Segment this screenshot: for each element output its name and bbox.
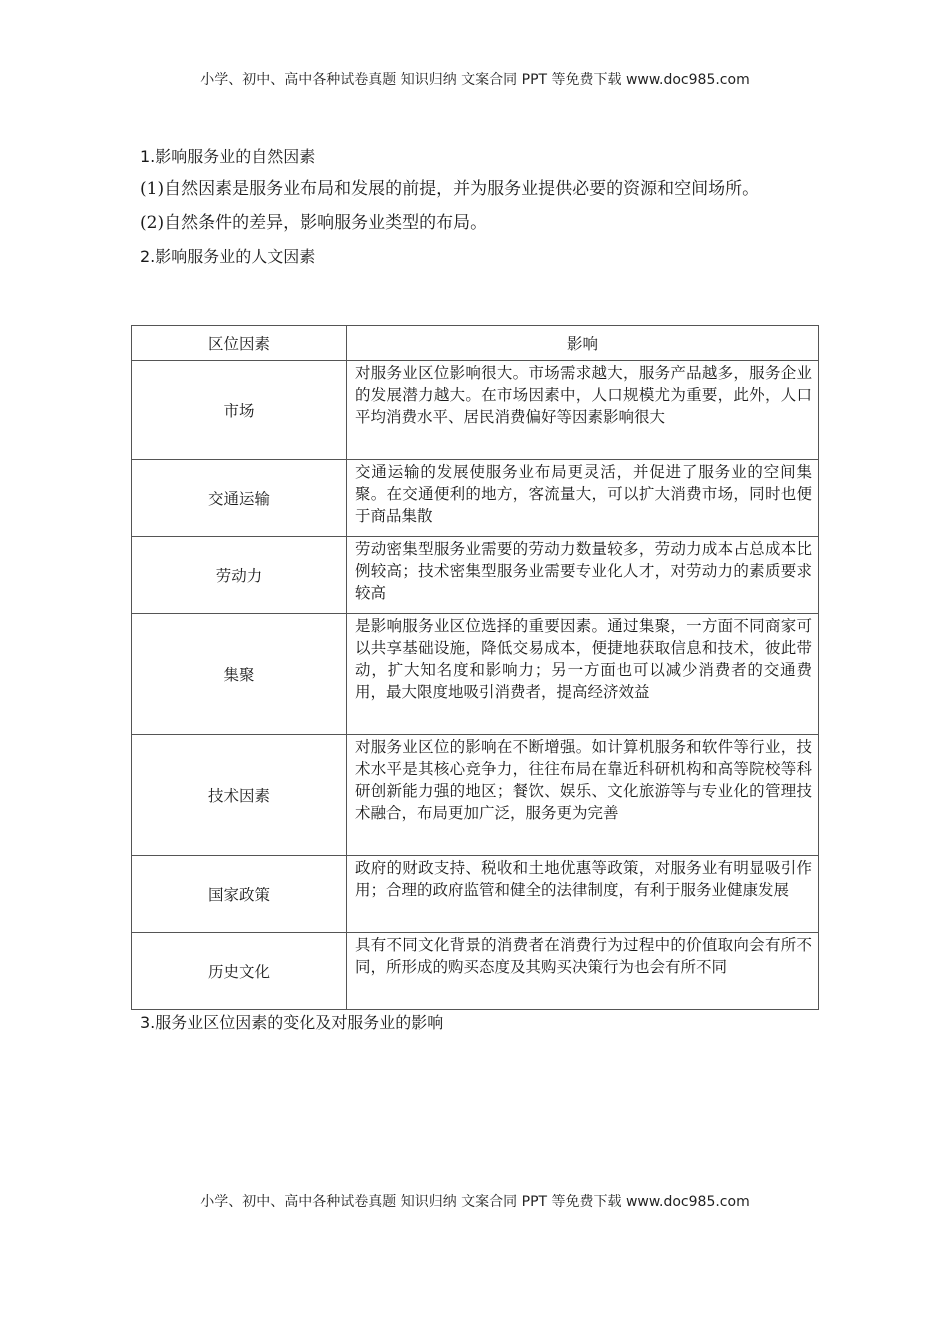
table-row [132, 735, 819, 856]
table-row [132, 537, 819, 614]
content-area [140, 142, 820, 272]
impact-cell: 政府的财政支持、税收和土地优惠等政策，对服务业有明显吸引作用；合理的政府监管和健全的法律制度，有利于服务业健康发展 [347, 856, 819, 933]
page-header: 小学、初中、高中各种试卷真题 知识归纳 文案合同 PPT 等免费下载 www.doc985.com [200, 72, 750, 88]
section3-heading: 3.服务业区位因素的变化及对服务业的影响 [140, 1013, 444, 1032]
impact-cell: 交通运输的发展使服务业布局更灵活，并促进了服务业的空间集聚。在交通便利的地方，客流量大，可以扩大消费市场，同时也便于商品集散 [347, 460, 819, 537]
factors-table [131, 325, 819, 1010]
factor-cell: 历史文化 [132, 933, 347, 1010]
factor-cell: 技术因素 [132, 735, 347, 856]
table-header-row [132, 326, 819, 361]
section1-para1: (1)自然因素是服务业布局和发展的前提，并为服务业提供必要的资源和空间场所。 [140, 179, 760, 199]
impact-cell: 对服务业区位影响很大。市场需求越大，服务产品越多，服务企业的发展潜力越大。在市场因素中，人口规模尤为重要，此外，人口平均消费水平、居民消费偏好等因素影响很大 [347, 361, 819, 460]
table-header-impact: 影响 [347, 326, 819, 361]
impact-cell: 劳动密集型服务业需要的劳动力数量较多，劳动力成本占总成本比例较高；技术密集型服务业需要专业化人才，对劳动力的素质要求较高 [347, 537, 819, 614]
impact-cell: 是影响服务业区位选择的重要因素。通过集聚，一方面不同商家可以共享基础设施，降低交易成本，便捷地获取信息和技术，彼此带动，扩大知名度和影响力；另一方面也可以减少消费者的交通费用，最大限度地吸引消费者，提高经济效益 [347, 614, 819, 735]
factor-cell: 市场 [132, 361, 347, 460]
factor-cell: 国家政策 [132, 856, 347, 933]
table-row [132, 614, 819, 735]
section2-heading: 2.影响服务业的人文因素 [140, 247, 316, 266]
table-row [132, 460, 819, 537]
impact-cell: 具有不同文化背景的消费者在消费行为过程中的价值取向会有所不同，所形成的购买态度及其购买决策行为也会有所不同 [347, 933, 819, 1010]
factor-cell: 集聚 [132, 614, 347, 735]
table-row [132, 856, 819, 933]
table-header-factor: 区位因素 [132, 326, 347, 361]
page-footer: 小学、初中、高中各种试卷真题 知识归纳 文案合同 PPT 等免费下载 www.doc985.com [200, 1194, 750, 1210]
impact-cell: 对服务业区位的影响在不断增强。如计算机服务和软件等行业，技术水平是其核心竞争力，往往布局在靠近科研机构和高等院校等科研创新能力强的地区；餐饮、娱乐、文化旅游等与专业化的管理技术融合，布局更加广泛，服务更为完善 [347, 735, 819, 856]
section1-heading: 1.影响服务业的自然因素 [140, 147, 316, 166]
section1-para2: (2)自然条件的差异，影响服务业类型的布局。 [140, 213, 488, 233]
factor-cell: 交通运输 [132, 460, 347, 537]
table-row [132, 361, 819, 460]
factor-cell: 劳动力 [132, 537, 347, 614]
table-row [132, 933, 819, 1010]
